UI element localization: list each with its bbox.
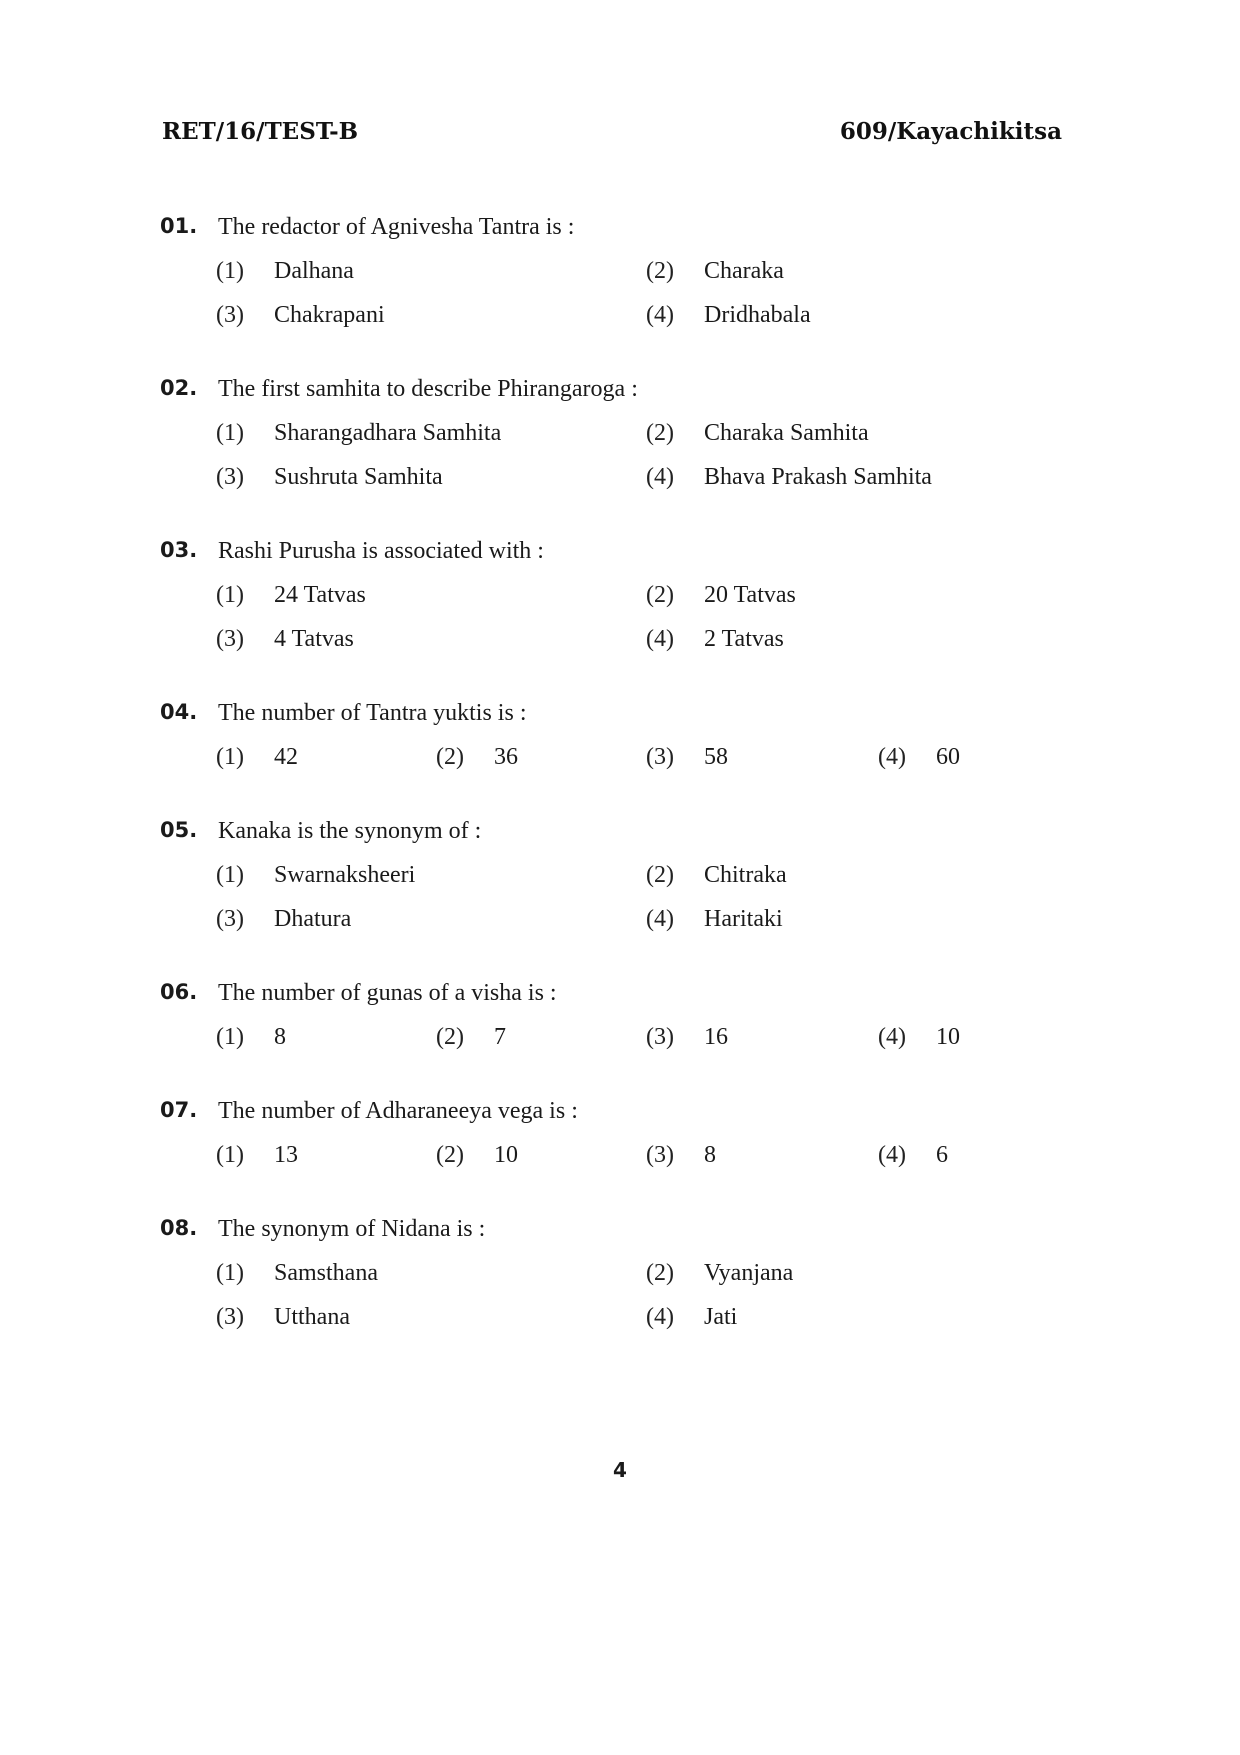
question-6: [160, 980, 1080, 1068]
question-text: The number of gunas of a visha is :: [218, 980, 557, 1006]
option-1: (1) 42: [216, 744, 298, 770]
question-4: [160, 700, 1080, 788]
question-5: [160, 818, 1080, 950]
option-2: (2) Charaka Samhita: [646, 420, 869, 446]
question-2: [160, 376, 1080, 508]
question-number: 08.: [160, 1216, 198, 1240]
option-4: (4) 10: [878, 1024, 960, 1050]
option-3: (3) Sushruta Samhita: [216, 464, 443, 490]
option-1: (1) 8: [216, 1024, 286, 1050]
option-2: (2) 36: [436, 744, 518, 770]
option-2: (2) 7: [436, 1024, 506, 1050]
option-4: (4) Jati: [646, 1304, 738, 1330]
question-text: Kanaka is the synonym of :: [218, 818, 482, 844]
option-2: (2) Charaka: [646, 258, 784, 284]
option-2: (2) 20 Tatvas: [646, 582, 796, 608]
question-8: [160, 1216, 1080, 1360]
option-4: (4) Haritaki: [646, 906, 783, 932]
option-1: (1) Samsthana: [216, 1260, 378, 1286]
option-4: (4) 60: [878, 744, 960, 770]
question-number: 04.: [160, 700, 198, 724]
subject-code: 609/Kayachikitsa: [839, 118, 1062, 145]
question-text: The number of Tantra yuktis is :: [218, 700, 527, 726]
option-1: (1) 24 Tatvas: [216, 582, 366, 608]
question-text: The redactor of Agnivesha Tantra is :: [218, 214, 575, 240]
option-3: (3) 4 Tatvas: [216, 626, 354, 652]
option-2: (2) Vyanjana: [646, 1260, 794, 1286]
option-1: (1) 13: [216, 1142, 298, 1168]
option-4: (4) 2 Tatvas: [646, 626, 784, 652]
option-3: (3) Dhatura: [216, 906, 352, 932]
option-2: (2) Chitraka: [646, 862, 787, 888]
option-2: (2) 10: [436, 1142, 518, 1168]
option-3: (3) 16: [646, 1024, 728, 1050]
question-number: 05.: [160, 818, 198, 842]
question-1: [160, 214, 1080, 346]
question-number: 01.: [160, 214, 198, 238]
option-3: (3) Utthana: [216, 1304, 350, 1330]
option-3: (3) 58: [646, 744, 728, 770]
question-text: The first samhita to describe Phirangaroga :: [218, 376, 638, 402]
option-3: (3) Chakrapani: [216, 302, 385, 328]
option-4: (4) Dridhabala: [646, 302, 811, 328]
option-1: (1) Swarnaksheeri: [216, 862, 416, 888]
question-number: 02.: [160, 376, 198, 400]
option-1: (1) Dalhana: [216, 258, 354, 284]
question-7: [160, 1098, 1080, 1186]
option-3: (3) 8: [646, 1142, 716, 1168]
question-number: 06.: [160, 980, 198, 1004]
question-text: The number of Adharaneeya vega is :: [218, 1098, 578, 1124]
question-3: [160, 538, 1080, 670]
option-4: (4) 6: [878, 1142, 948, 1168]
question-number: 07.: [160, 1098, 198, 1122]
question-number: 03.: [160, 538, 198, 562]
option-4: (4) Bhava Prakash Samhita: [646, 464, 932, 490]
question-text: Rashi Purusha is associated with :: [218, 538, 544, 564]
page-number: 4: [613, 1458, 627, 1482]
question-text: The synonym of Nidana is :: [218, 1216, 486, 1242]
paper-code: RET/16/TEST-B: [162, 118, 359, 145]
option-1: (1) Sharangadhara Samhita: [216, 420, 502, 446]
